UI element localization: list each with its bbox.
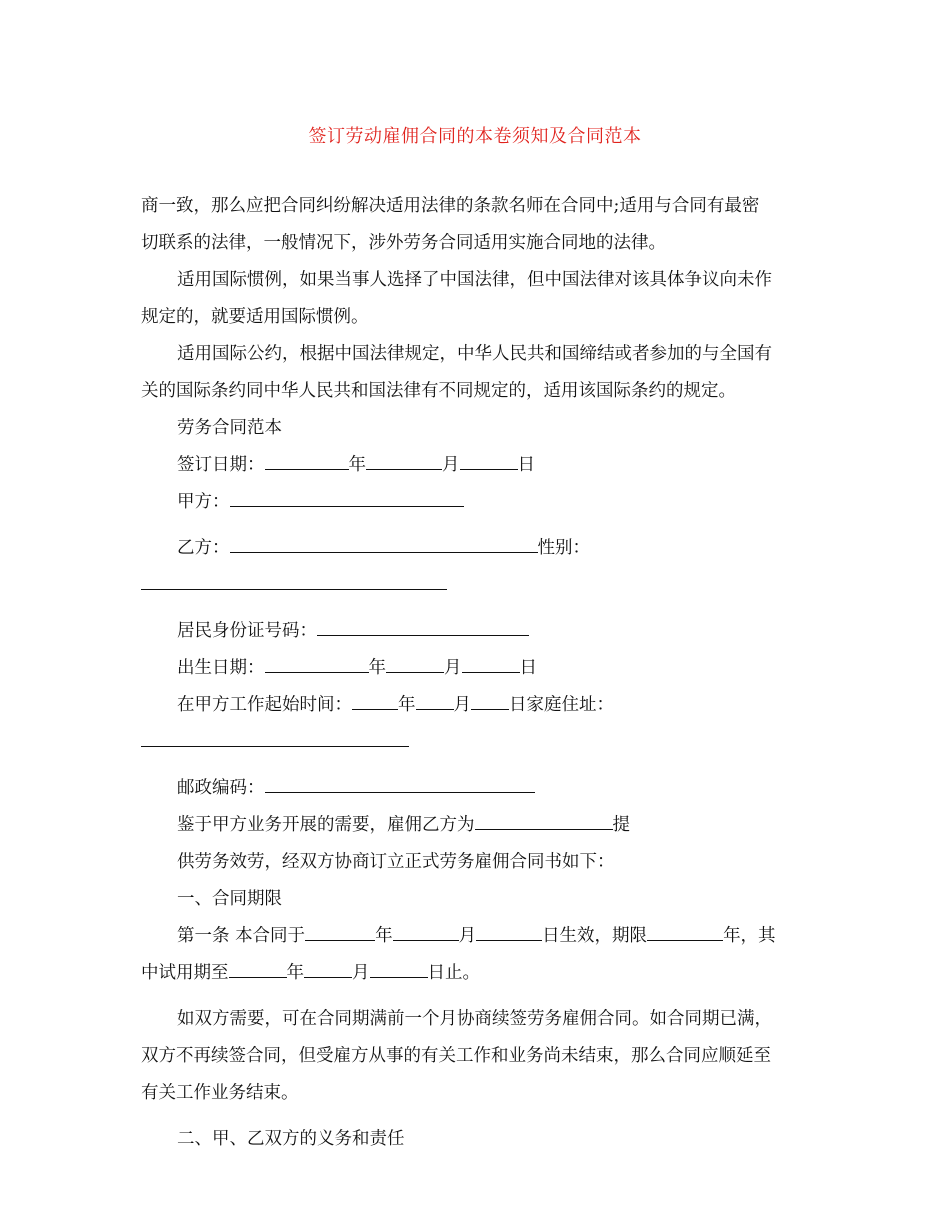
- year-label: 年: [375, 926, 393, 946]
- article-text: 日止。: [427, 963, 480, 983]
- sign-date-label: 签订日期：: [177, 455, 265, 475]
- hire-row: [141, 807, 816, 844]
- paragraph-line: 双方不再续签合同，但受雇方从事的有关工作和业务尚未结束，那么合同应顺延至: [141, 1046, 771, 1066]
- year-label: 年: [286, 963, 304, 983]
- blank-field[interactable]: [386, 651, 444, 673]
- blank-field[interactable]: [265, 771, 535, 793]
- paragraph-line: 关的国际条约同中华人民共和国法律有不同规定的，适用该国际条约的规定。: [141, 381, 736, 401]
- blank-field[interactable]: [230, 531, 538, 553]
- postal-code-row: [141, 770, 816, 807]
- blank-field[interactable]: [230, 485, 464, 507]
- month-label: 月: [453, 695, 471, 715]
- sample-title: 劳务合同范本: [177, 418, 282, 438]
- paragraph-line: 如双方需要，可在合同期满前一个月协商续签劳务雇佣合同。如合同期已满，: [177, 1009, 772, 1029]
- blank-field[interactable]: [471, 688, 509, 710]
- year-label: 年: [348, 455, 366, 475]
- blank-field[interactable]: [317, 614, 529, 636]
- paragraph-line: 商一致，那么应把合同纠纷解决适用法律的条款名师在合同中;适用与合同有最密: [141, 196, 760, 216]
- article-row: [141, 918, 816, 955]
- day-label: 日: [519, 658, 537, 678]
- year-label: 年: [368, 658, 386, 678]
- blank-field[interactable]: [460, 448, 518, 470]
- blank-field[interactable]: [141, 568, 447, 590]
- gender-label: 性别：: [537, 538, 590, 558]
- blank-field[interactable]: [265, 651, 369, 673]
- party-a-label: 甲方：: [177, 492, 230, 512]
- paragraph-line: 切联系的法律，一般情况下，涉外劳务合同适用实施合同地的法律。: [141, 233, 666, 253]
- blank-field[interactable]: [366, 448, 442, 470]
- article-text: 第一条 本合同于: [177, 926, 306, 946]
- article-text: 中试用期至: [141, 963, 229, 983]
- party-b-label: 乙方：: [177, 538, 230, 558]
- blank-line-row: [141, 724, 816, 761]
- article-text: 年，其: [723, 926, 776, 946]
- article-text: 日生效，期限: [542, 926, 648, 946]
- blank-field[interactable]: [370, 956, 428, 978]
- month-label: 月: [458, 926, 477, 946]
- paragraph-line: 适用国际公约，根据中国法律规定，中华人民共和国缔结或者参加的与全国有: [177, 344, 772, 364]
- blank-field[interactable]: [305, 919, 375, 941]
- document-body: [141, 188, 816, 1158]
- month-label: 月: [442, 455, 460, 475]
- id-number-row: [141, 613, 816, 650]
- paragraph-line: 有关工作业务结束。: [141, 1083, 299, 1103]
- day-label: 日: [517, 455, 535, 475]
- section-heading: 二、甲、乙双方的义务和责任: [177, 1129, 405, 1149]
- birth-date-label: 出生日期：: [177, 658, 265, 678]
- address-label: 日家庭住址：: [509, 695, 614, 715]
- month-label: 月: [352, 963, 370, 983]
- year-label: 年: [398, 695, 416, 715]
- blank-field[interactable]: [475, 808, 613, 830]
- blank-field[interactable]: [647, 919, 723, 941]
- start-time-row: [141, 687, 816, 724]
- document-title: 签订劳动雇佣合同的本卷须知及合同范本: [308, 126, 642, 147]
- sign-date-row: [141, 447, 816, 484]
- birth-date-row: [141, 650, 816, 687]
- paragraph-line: 供劳务效劳，经双方协商订立正式劳务雇佣合同书如下：: [177, 852, 615, 872]
- blank-field[interactable]: [229, 956, 287, 978]
- blank-field[interactable]: [352, 688, 398, 710]
- blank-field[interactable]: [393, 919, 459, 941]
- article-row: [141, 955, 816, 992]
- hire-tail: 提: [612, 815, 630, 835]
- blank-field[interactable]: [476, 919, 542, 941]
- start-time-label: 在甲方工作起始时间：: [177, 695, 352, 715]
- blank-field[interactable]: [265, 448, 349, 470]
- blank-field[interactable]: [462, 651, 520, 673]
- blank-field[interactable]: [416, 688, 454, 710]
- month-label: 月: [444, 658, 462, 678]
- party-a-row: [141, 484, 816, 521]
- id-number-label: 居民身份证号码：: [177, 621, 317, 641]
- paragraph-line: 规定的，就要适用国际惯例。: [141, 307, 369, 327]
- blank-field[interactable]: [304, 956, 352, 978]
- paragraph-line: 适用国际惯例，如果当事人选择了中国法律，但中国法律对该具体争议向未作: [177, 270, 772, 290]
- postal-code-label: 邮政编码：: [177, 778, 265, 798]
- blank-field[interactable]: [141, 725, 409, 747]
- hire-text: 鉴于甲方业务开展的需要，雇佣乙方为: [177, 815, 475, 835]
- party-b-row: [141, 530, 816, 567]
- section-heading: 一、合同期限: [177, 889, 282, 909]
- blank-line-row: [141, 567, 816, 604]
